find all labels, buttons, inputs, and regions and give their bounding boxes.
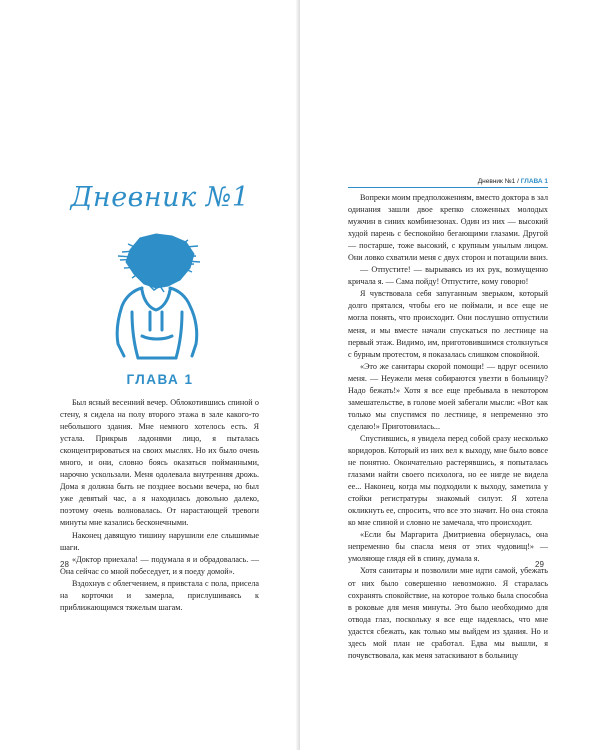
paragraph: Был ясный весенний вечер. Облокотившись спиной о стену, я сидела на полу второго этажа в зале какого-то небольшого здания. Мне немного хотелось есть. Я устала. Прикрыв ладонями лицо, я пыталась сконцентрироваться на своих мыслях. Но их было очень много, и они, словно боясь оказаться пойманными, нарочно ускользали. Меня одолевала внутренняя дрожь. Дома я должна быть не позднее восьми вечера, но был уже девятый час, а я находилась довольно далеко, поэтому очень волновалась. От нарастающей тревоги минуты мне казались бесконечными. — [60, 398, 259, 528]
running-head-separator: / — [517, 178, 519, 185]
running-head-rule — [348, 187, 548, 188]
paragraph: Вздохнув с облегчением, я привстала с пола, присела на корточки и замерла, прислушиваясь к приближающимся тяжелым шагам. — [60, 578, 259, 612]
right-body-text — [348, 192, 548, 662]
page-number-left: 28 — [60, 560, 69, 569]
paragraph: Вопреки моим предположениям, вместо доктора в зал одинания зашли двое крепко сложенных молодых мужчин в синих комбинезонах. Один из них — высокий худой парень с беспокойно бегающими глазами. Другой — постарше, тоже высокий, с крупным унылым лицом. Они ловко схватили меня с двух сторон и потащили вниз. — [348, 193, 548, 263]
running-head-chapter: ГЛАВА 1 — [520, 178, 548, 185]
diary-title: Дневник №1 — [70, 182, 250, 213]
page-number-right: 29 — [535, 560, 544, 569]
paragraph: «Если бы Маргарита Дмитриевна обернулась, она непременно бы спасла меня от этих чудовищ!» — умоляюще глядя ей в спину, думала я. — [348, 530, 548, 564]
hooded-figure-illustration — [112, 232, 202, 360]
paragraph: — Отпустите! — вырываясь из их рук, возмущенно кричала я. — Сама пойду! Отпустите, кому говорю! — [348, 265, 548, 287]
chapter-title: ГЛАВА 1 — [126, 372, 194, 387]
paragraph: «Это же санитары скорой помощи! — вдруг осенило меня. — Неужели меня собираются увезти в больницу? Надо бежать!» Хотя я все еще пребывала в некотором замешательстве, в голове моей забегали мысли: «Вот как только мы спустимся по лестнице, я непременно это сделаю!» Приготовилась... — [348, 361, 548, 431]
paragraph: Хотя санитары и позволили мне идти самой, убежать от них было совершенно невозможно. Я старалась сохранять спокойствие, на которое только была способна в роковые для меня минуты. Это было необходимо для отвода глаз, поскольку я все еще надеялась, что мне удастся сбежать, как только мы выйдем из здания. Но и здесь мой план не сработал. Едва мы вышли, я почувствовала, как меня затаскивают в больницу — [348, 566, 548, 660]
running-head-title: Дневник №1 — [477, 178, 516, 185]
paragraph: Наконец давящую тишину нарушили еле слышимые шаги. — [60, 530, 259, 552]
running-head — [348, 178, 548, 185]
left-page — [0, 0, 299, 750]
right-page — [300, 0, 600, 750]
paragraph: Я чувствовала себя запуганным зверьком, который долго прятался, чтобы его не поймали, и все еще не могла понять, что происходит. Они послушно отпустили меня, и мы вместе начали спускаться по лестнице на первый этаж. Видимо, им, приготовившимся столкнуться с бурным протестом, я показалась слишком спокойной. — [348, 289, 548, 359]
paragraph: Спустившись, я увидела перед собой сразу несколько коридоров. Который из них вел к выходу, мне было вовсе не понятно. Окончательно растерявшись, я попыталась глазами найти своего психолога, но ее нигде не видела ее... Наконец, когда мы подходили к выходу, заметила у стойки регистратуры знакомый силуэт. Я хотела окликнуть ее, спросить, что все это значит. Но она стояла ко мне спиной и словно не замечала, что происходит. — [348, 433, 548, 528]
paragraph: «Доктор приехала! — подумала я и обрадовалась. — Она сейчас со мной побеседует, и я поеду домой». — [60, 554, 259, 576]
left-body-text — [60, 397, 259, 614]
